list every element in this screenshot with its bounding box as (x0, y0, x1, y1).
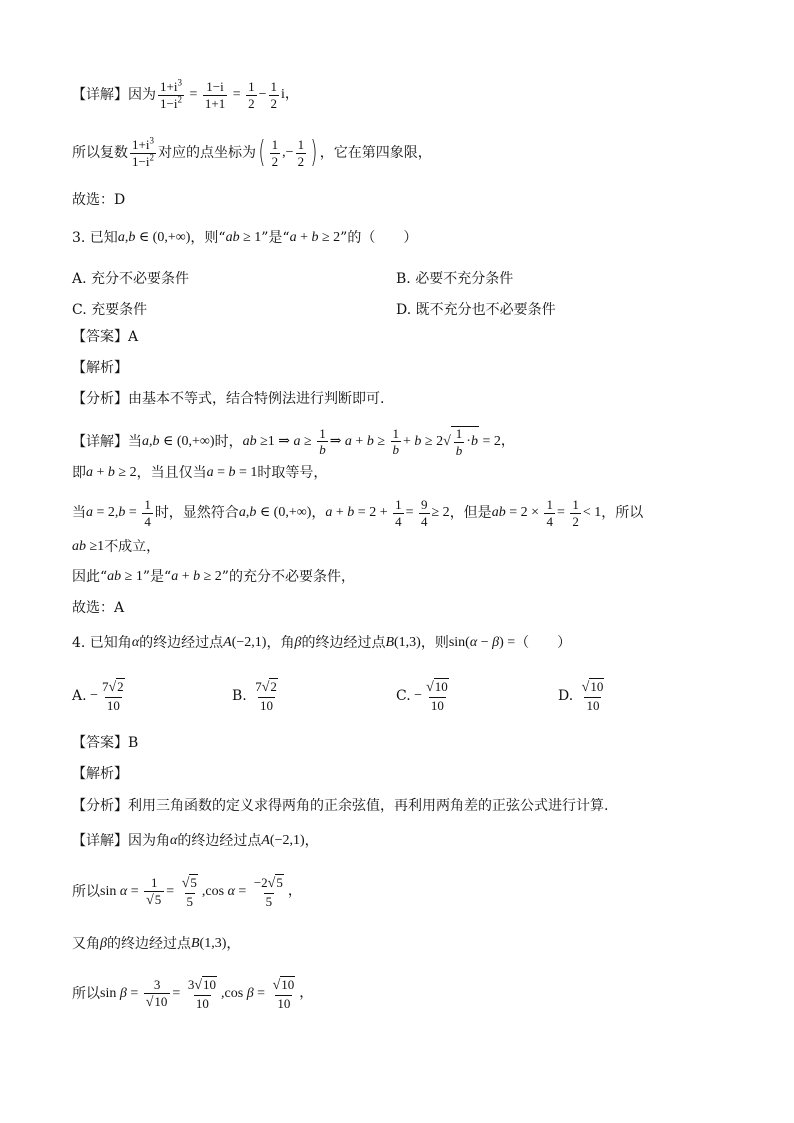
q4-answer: 【答案】 B (72, 735, 139, 751)
q4-analysis: 【分析】 利用三角函数的定义求得两角的正余弦值，再利用两角差的正弦公式进行计算. (72, 798, 609, 814)
option-a: A. 充分不必要条件 (72, 271, 190, 287)
q3-detail: 【详解】 当 a , b ∈ (0,+∞) 时， ab ≥1 ⇒ a ≥ $\frac{1}{b}$ ⇒ a + b ≥ $\frac{1}{b}$ + b ≥ 2 √ $\frac{1}{b}$ · b = 2， (72, 425, 515, 458)
q3-jiexi: 【解析】 (72, 360, 128, 376)
fraction: $\frac{1-i}{1+1}$ (204, 79, 226, 111)
q3-line4: ab ≥1 不成立， (72, 539, 161, 555)
option-b: B. 必要不充分条件 (396, 271, 514, 287)
q4-jiexi: 【解析】 (72, 766, 128, 782)
q4-detail: 【详解】 因为角 α 的终边经过点 A (−2,1) ， (72, 833, 319, 849)
option-c: C. 充要条件 (72, 302, 148, 318)
q4-option-d: D. $\frac{√10}{10}$ (558, 679, 604, 713)
q4-option-b: B. $\frac{7√2}{10}$ (232, 679, 277, 713)
q3-choose: 故选：A (72, 600, 125, 616)
q3-answer: 【答案】 A (72, 329, 139, 345)
q4-option-c: C. − $\frac{√10}{10}$ (396, 679, 448, 713)
fraction: $\frac{1+i^3}{1-i^2}$ (160, 77, 182, 111)
q3-line5: 因此“ ab ≥ 1 ”是“ a + b ≥ 2 ”的充分不必要条件， (72, 569, 355, 585)
q4-stem: 4. 已知角 α 的终边经过点 A (−2,1) ，角 β 的终边经过点 B (1,3) ，则 sin( α − β ) = （ ） (72, 635, 572, 651)
q3-line3: 当 a = 2, b = $\frac{1}{4}$ 时，显然符合 a , b ∈ (0,+∞) ， a + b = 2 + $\frac{1}{4}$ = $\frac{9}{4}$ ≥ 2 ，但是 ab = 2 × $\frac{1}{4}$ = $\frac{1}{2}$ < 1 ，所以 (72, 497, 644, 529)
detail-tag: 【详解】 (72, 87, 128, 104)
option-d: D. 既不充分也不必要条件 (396, 302, 556, 318)
q2-line2: 所以复数 $\frac{1+i^3}{1-i^2}$ 对应的点坐标为 ( $\frac{1}{2}$ ,− $\frac{1}{2}$ ) ，它在第四象限， (72, 135, 432, 171)
q4-line4: 所以 sin β = $\frac{3}{√10}$ = $\frac{3√10}{10}$ ,cos β = $\frac{√10}{10}$ ， (72, 977, 314, 1011)
q3-stem: 3. 已知 a , b ∈ (0,+∞) ，则“ ab ≥ 1 ”是“ a + b ≥ 2 ”的（ ） (72, 230, 418, 246)
q4-line3: 又角 β 的终边经过点 B (1,3) ， (72, 936, 241, 952)
q4-option-a: A. − $\frac{7√2}{10}$ (72, 679, 124, 713)
q3-line2: 即 a + b ≥ 2 ，当且仅当 a = b = 1 时取等号， (72, 465, 328, 481)
q2-detail-line: 【详解】 因为 $\frac{1+i^3}{1-i^2}$ = $\frac{1-i}{1+1}$ = $\frac{1}{2}$ − $\frac{1}{2}$ i， (72, 77, 299, 111)
q2-choose: 故选：D (72, 192, 126, 208)
q3-analysis: 【分析】 由基本不等式，结合特例法进行判断即可. (72, 391, 385, 407)
q4-line2: 所以 sin α = $\frac{1}{√5}$ = $\frac{√5}{5}$ ,cos α = $\frac{-2√5}{5}$ ， (72, 875, 302, 909)
